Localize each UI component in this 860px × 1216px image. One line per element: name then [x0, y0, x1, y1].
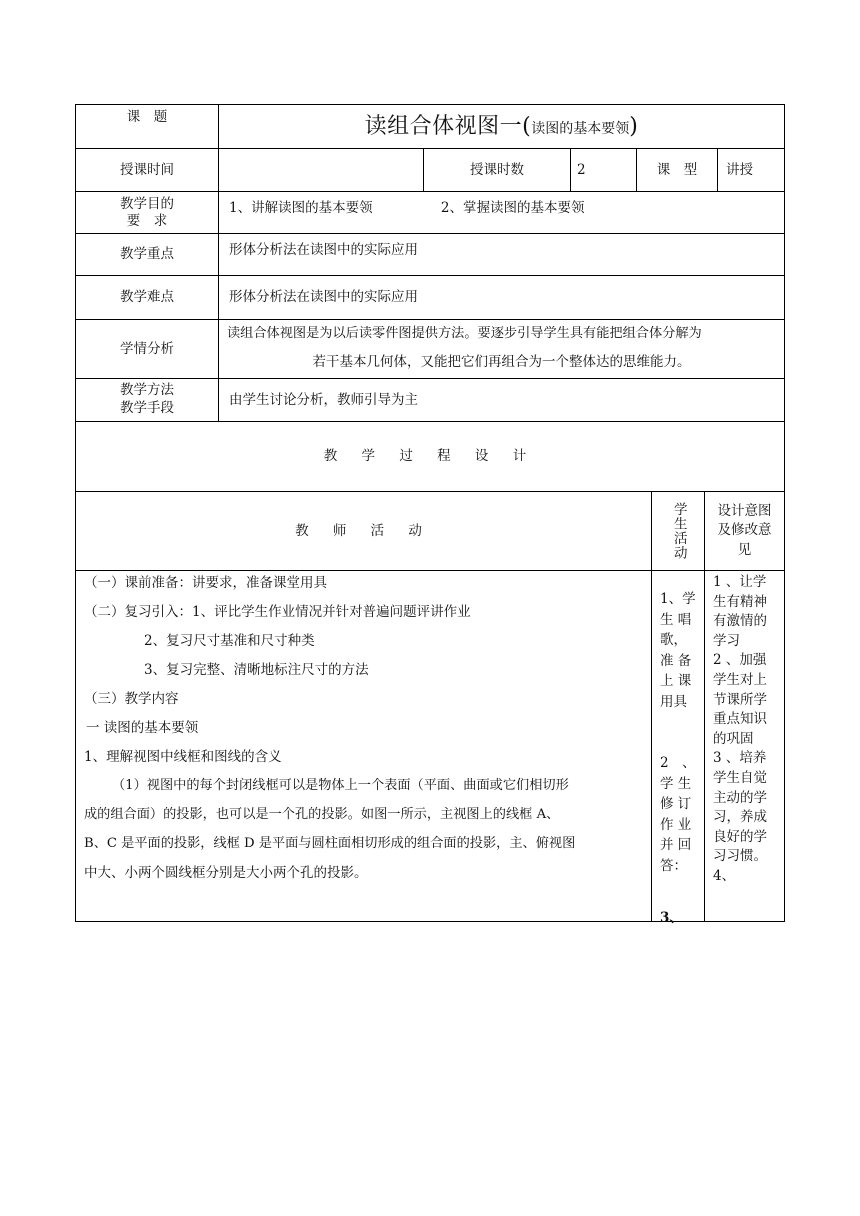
teacher-header: 教 师 活 动	[295, 522, 432, 539]
student-line: 准 备	[660, 652, 692, 669]
difficulty-value: 形体分析法在读图中的实际应用	[229, 289, 418, 306]
student-activity-cell	[651, 570, 705, 926]
time-label-cell	[75, 148, 219, 192]
teacher-line: 中大、小两个圆线框分别是大小两个孔的投影。	[84, 865, 368, 881]
title-main: 读组合体视图一(	[364, 114, 532, 139]
student-line: 2 、	[660, 755, 696, 771]
analysis-value-cell	[218, 319, 785, 379]
teacher-header-cell	[75, 491, 652, 571]
student-header-cell	[651, 491, 705, 571]
student-line: 作 业	[660, 816, 692, 833]
objectives-label-2: 要 求	[126, 212, 168, 229]
type-label: 课 型	[656, 161, 698, 178]
difficulty-label-cell	[75, 275, 219, 320]
methods-label-cell	[75, 378, 219, 422]
student-line	[660, 712, 700, 753]
subject-label-cell	[75, 104, 219, 149]
design-line: 主动的学	[713, 789, 767, 806]
teacher-line: 成的组合面）的投影，也可以是一个孔的投影。如图一所示，主视图上的线框 A、	[84, 807, 560, 822]
methods-value-cell	[218, 378, 785, 422]
hours-label-cell	[423, 148, 571, 192]
design-line: 重点知识	[713, 711, 767, 728]
design-line: 习，养成	[713, 809, 767, 826]
methods-label-2: 教学手段	[120, 400, 174, 416]
objectives-value-cell	[218, 191, 785, 234]
type-label-cell	[636, 148, 718, 192]
design-line: 3 、培养	[713, 750, 767, 767]
student-line: 生 唱	[660, 611, 692, 628]
objectives-label-cell	[75, 191, 219, 234]
design-intent-cell	[704, 570, 785, 922]
analysis-line-1: 读组合体视图是为以后读零件图提供方法。要逐步引导学生具有能把组合体分解为	[227, 326, 702, 341]
teacher-line: 3、复习完整、清晰地标注尺寸的方法	[144, 662, 369, 678]
teacher-line: 1、理解视图中线框和图线的含义	[84, 749, 282, 765]
teacher-line: （三）教学内容	[84, 691, 179, 707]
teacher-line: （一）课前准备：讲要求，准备课堂用具	[84, 575, 327, 591]
design-header-3: 见	[737, 541, 752, 558]
design-line: 有激情的	[713, 613, 767, 630]
teacher-line: B、C 是平面的投影，线框 D 是平面与圆柱面相切形成的组合面的投影，主、俯视图	[84, 836, 576, 851]
design-line: 的巩固	[713, 730, 754, 747]
lesson-title	[365, 110, 639, 143]
time-label: 授课时间	[120, 161, 174, 178]
student-line: 答：	[660, 857, 687, 874]
teacher-line: （二）复习引入：1、评比学生作业情况并针对普遍问题评讲作业	[84, 604, 471, 620]
subject-label: 课 题	[126, 109, 168, 125]
design-line: 习习惯。	[713, 848, 767, 865]
time-value-cell	[218, 148, 424, 192]
keypoint-label: 教学重点	[120, 246, 174, 263]
teacher-line: （1）视图中的每个封闭线框可以是物体上一个表面（平面、曲面或它们相切形	[112, 778, 569, 793]
keypoint-value-cell	[218, 233, 785, 276]
design-header-1: 设计意图	[717, 502, 772, 519]
student-line: 并 回	[660, 837, 692, 853]
title-cell	[218, 104, 785, 149]
student-line: 学 生	[660, 775, 692, 792]
methods-label-1: 教学方法	[120, 382, 174, 399]
difficulty-label: 教学难点	[120, 289, 174, 306]
analysis-label-cell	[75, 319, 219, 379]
process-title: 教 学 过 程 设 计	[323, 448, 537, 465]
design-line: 学生自觉	[713, 769, 767, 786]
student-line: 用具	[660, 693, 687, 710]
title-sub: 读图的基本要领	[531, 121, 630, 137]
objectives-label-1: 教学目的	[120, 195, 174, 212]
hours-value: 2	[577, 161, 586, 178]
design-line: 学习	[713, 632, 740, 649]
design-line: 2 、加强	[713, 652, 767, 669]
keypoint-label-cell	[75, 233, 219, 276]
title-end: )	[629, 114, 639, 139]
type-value-cell	[717, 148, 785, 192]
design-line: 良好的学	[713, 828, 767, 845]
design-header-cell	[704, 491, 785, 571]
objective-1: 1、讲解读图的基本要领	[229, 200, 373, 216]
hours-label: 授课时数	[470, 161, 524, 178]
design-line: 学生对上	[713, 671, 767, 688]
analysis-line-2: 若干基本几何体，又能把它们再组合为一个整体达的思维能力。	[312, 354, 691, 370]
methods-value: 由学生讨论分析，教师引导为主	[229, 391, 418, 408]
student-line: 3、	[660, 910, 683, 926]
student-line	[660, 876, 700, 908]
teacher-line: 一 读图的基本要领	[86, 720, 199, 736]
design-line: 生有精神	[713, 593, 767, 610]
objective-2: 2、掌握读图的基本要领	[440, 200, 585, 216]
teacher-line: 2、复习尺寸基准和尺寸种类	[144, 633, 315, 649]
difficulty-value-cell	[218, 275, 785, 320]
type-value: 讲授	[726, 161, 753, 178]
teacher-activity-cell	[75, 570, 652, 922]
student-line: 歌，	[660, 632, 687, 648]
design-line: 1 、让学	[713, 574, 767, 590]
hours-value-cell	[570, 148, 637, 192]
process-title-cell	[75, 421, 785, 492]
design-header-2: 及修改意	[717, 522, 772, 539]
design-line: 4、	[713, 867, 736, 884]
analysis-label: 学情分析	[120, 340, 174, 357]
student-line: 修 订	[660, 796, 692, 812]
design-line: 节课所学	[713, 691, 767, 708]
keypoint-value: 形体分析法在读图中的实际应用	[229, 242, 418, 258]
student-header: 学生活动	[670, 502, 687, 560]
student-line: 1、学	[660, 591, 696, 607]
student-line: 上 课	[660, 673, 692, 689]
